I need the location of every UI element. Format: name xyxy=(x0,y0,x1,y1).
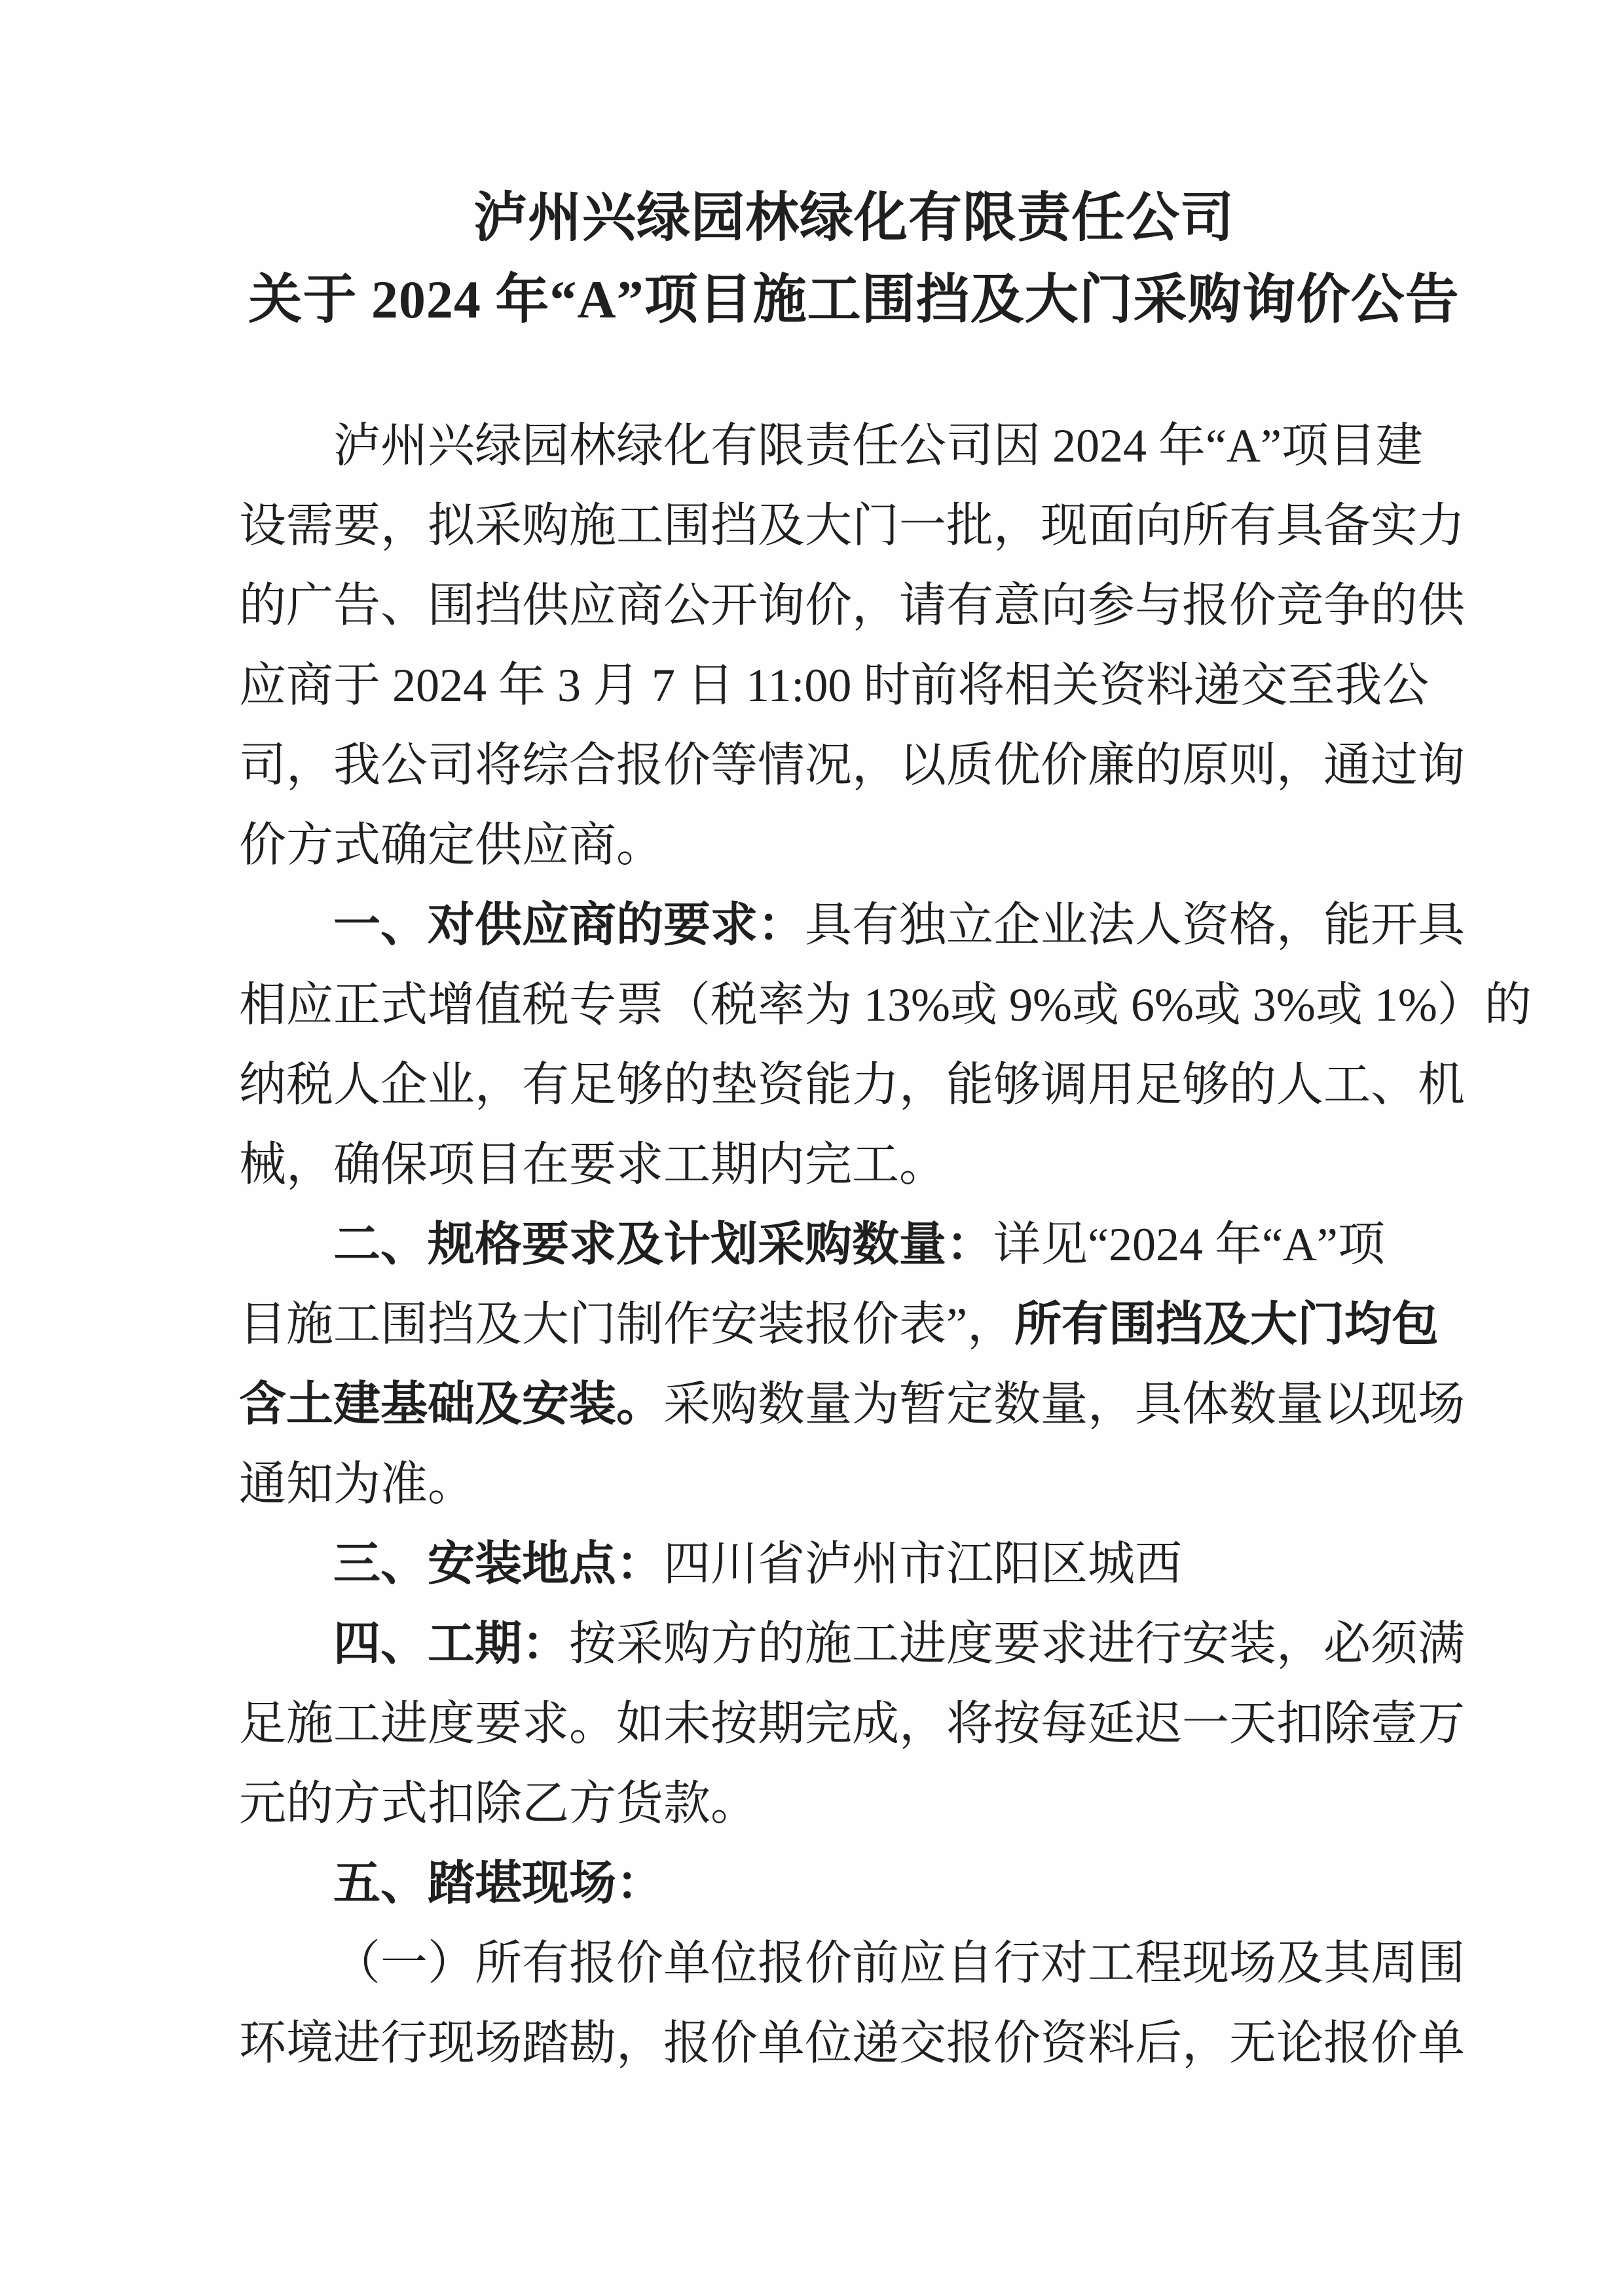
bold-text-segment: 含土建基础及安装。 xyxy=(239,1378,664,1430)
text-line xyxy=(239,1524,1469,1604)
bold-text-segment: 一、对供应商的要求： xyxy=(333,899,805,951)
document-title-company: 泸州兴绿园林绿化有限责任公司 xyxy=(473,188,1234,247)
text-line xyxy=(239,2003,1469,2083)
text-line xyxy=(239,1844,1469,1923)
text-line xyxy=(239,486,1469,566)
document-content xyxy=(239,177,1532,2083)
text-line xyxy=(239,1364,1469,1444)
text-line xyxy=(239,965,1532,1045)
text-line xyxy=(239,1205,1469,1285)
text-line xyxy=(239,885,1469,965)
text-line xyxy=(239,1444,1469,1524)
text-line xyxy=(239,1684,1469,1764)
text-segment: 通知为准。 xyxy=(239,1458,475,1510)
bold-text-segment: 二、规格要求及计划采购数量： xyxy=(333,1218,994,1271)
text-segment: 四川省泸州市江阳区城西 xyxy=(663,1538,1183,1590)
text-segment: 设需要，拟采购施工围挡及大门一批，现面向所有具备实力 xyxy=(239,500,1466,552)
text-line xyxy=(239,1923,1469,2003)
text-segment: 械，确保项目在要求工期内完工。 xyxy=(239,1139,947,1191)
document-title-subject: 关于 2024 年“A”项目施工围挡及大门采购询价公告 xyxy=(248,270,1460,329)
text-line xyxy=(239,1285,1469,1364)
text-segment: 的广告、围挡供应商公开询价，请有意向参与报价竞争的供 xyxy=(239,579,1466,632)
text-segment: 纳税人企业，有足够的垫资能力，能够调用足够的人工、机 xyxy=(239,1059,1466,1111)
bold-text-segment: 三、安装地点： xyxy=(333,1538,664,1590)
text-segment: 元的方式扣除乙方货款。 xyxy=(239,1777,758,1830)
bold-text-segment: 五、踏堪现场： xyxy=(333,1857,664,1910)
bold-text-segment: 所有围挡及大门均包 xyxy=(1014,1298,1439,1351)
text-segment: 按采购方的施工进度要求进行安装，必须满 xyxy=(569,1618,1466,1670)
text-line xyxy=(239,1604,1469,1684)
text-segment: 泸州兴绿园林绿化有限责任公司因 2024 年“A”项目建 xyxy=(333,420,1423,472)
text-segment: 目施工围挡及大门制作安装报价表”， xyxy=(239,1298,1014,1351)
text-segment: 价方式确定供应商。 xyxy=(239,819,664,871)
text-line xyxy=(239,566,1469,646)
text-segment: 详见“2024 年“A”项 xyxy=(993,1218,1385,1271)
text-line xyxy=(239,805,1469,885)
text-segment: 相应正式增值税专票（税率为 13%或 9%或 6%或 3%或 1%）的 xyxy=(239,979,1532,1031)
text-segment: 环境进行现场踏勘，报价单位递交报价资料后，无论报价单 xyxy=(239,2017,1466,2069)
text-line xyxy=(239,646,1469,725)
text-line xyxy=(239,406,1469,486)
text-segment: 应商于 2024 年 3 月 7 日 11:00 时前将相关资料递交至我公 xyxy=(239,659,1430,712)
text-line xyxy=(239,725,1469,805)
text-segment: 采购数量为暂定数量，具体数量以现场 xyxy=(663,1378,1466,1430)
text-line xyxy=(239,1764,1469,1844)
text-line xyxy=(239,1125,1469,1205)
text-segment: 具有独立企业法人资格，能开具 xyxy=(805,899,1466,951)
text-line xyxy=(239,1045,1469,1125)
text-segment: （一）所有报价单位报价前应自行对工程现场及其周围 xyxy=(333,1937,1466,1990)
bold-text-segment: 四、工期： xyxy=(333,1618,570,1670)
text-segment: 司，我公司将综合报价等情况，以质优价廉的原则，通过询 xyxy=(239,739,1466,792)
document-body xyxy=(239,406,1532,2083)
text-segment: 足施工进度要求。如未按期完成，将按每延迟一天扣除壹万 xyxy=(239,1698,1466,1750)
